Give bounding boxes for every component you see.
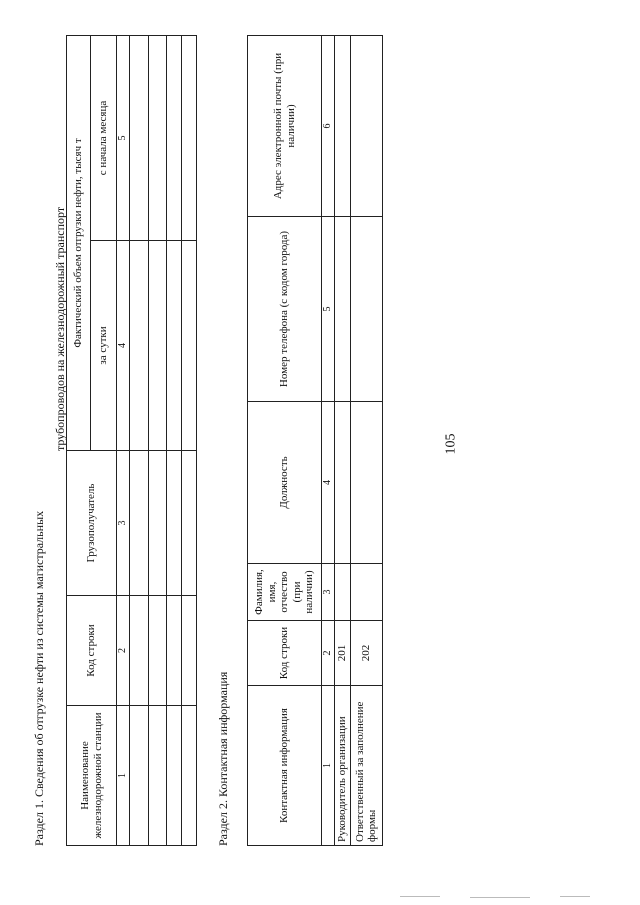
empty-cell: [181, 706, 196, 846]
section2-table: [247, 35, 383, 846]
col-number-5: 5: [322, 217, 335, 402]
section1-heading-line1: Раздел 1. Сведения об отгрузке нефти из системы магистральных: [32, 510, 46, 846]
scan-artifact: [400, 896, 440, 897]
empty-cell: [148, 451, 166, 596]
empty-cell: [148, 596, 166, 706]
page-number: 105: [443, 433, 459, 455]
empty-cell: [166, 706, 181, 846]
empty-cell: [166, 451, 181, 596]
row-code-201: 201: [335, 621, 351, 686]
empty-cell: [181, 35, 196, 240]
col-number-1: 1: [117, 706, 130, 846]
empty-cell: [129, 35, 148, 240]
empty-cell: [129, 451, 148, 596]
empty-cell: [181, 241, 196, 451]
empty-cell: [350, 564, 382, 621]
header-since-month: с начала месяца: [91, 35, 117, 240]
empty-cell: [335, 402, 351, 564]
empty-cell: [350, 36, 382, 217]
header-per-day: за сутки: [91, 241, 117, 451]
empty-cell: [129, 596, 148, 706]
section2-heading: Раздел 2. Контактная информация: [216, 671, 230, 846]
scan-artifact: [470, 897, 530, 898]
empty-cell: [181, 451, 196, 596]
empty-cell: [129, 706, 148, 846]
header-code: Код строки: [67, 596, 117, 706]
empty-cell: [166, 35, 181, 240]
table-row: [335, 36, 351, 846]
header-consignee: Грузополучатель: [67, 451, 117, 596]
empty-cell: [350, 402, 382, 564]
row-label-responsible: Ответственный за заполнение формы: [350, 686, 382, 846]
empty-cell: [148, 35, 166, 240]
col-number-4: 4: [117, 241, 130, 451]
empty-cell: [166, 241, 181, 451]
col-number-1: 1: [322, 686, 335, 846]
section1-heading: [32, 207, 68, 846]
col-number-5: 5: [117, 35, 130, 240]
table-row: [129, 35, 148, 845]
empty-cell: [350, 217, 382, 402]
empty-cell: [148, 241, 166, 451]
col-number-2: 2: [322, 621, 335, 686]
table-row: [166, 35, 181, 845]
col-number-3: 3: [322, 564, 335, 621]
table-row: [350, 36, 382, 846]
col-number-2: 2: [117, 596, 130, 706]
empty-cell: [335, 36, 351, 217]
row-label-head: Руководитель организации: [335, 686, 351, 846]
section1-heading-line2: трубопроводов на железнодорожный транспорт: [53, 206, 67, 451]
empty-cell: [148, 706, 166, 846]
section1-table: [66, 35, 197, 846]
header-code: Код строки: [248, 621, 322, 686]
col-number-4: 4: [322, 402, 335, 564]
empty-cell: [335, 217, 351, 402]
header-full-name: Фамилия, имя, отчество (при наличии): [248, 564, 322, 621]
scan-artifact: [560, 896, 590, 897]
empty-cell: [129, 241, 148, 451]
empty-cell: [181, 596, 196, 706]
empty-cell: [335, 564, 351, 621]
header-contact-info: Контактная информация: [248, 686, 322, 846]
col-number-3: 3: [117, 451, 130, 596]
header-station: Наименование железнодорожной станции: [67, 706, 117, 846]
header-email: Адрес электронной почты (при наличии): [248, 36, 322, 217]
empty-cell: [166, 596, 181, 706]
header-volume-group: Фактический объем отгрузки нефти, тысяч т: [67, 35, 91, 450]
header-position: Должность: [248, 402, 322, 564]
table-row: [181, 35, 196, 845]
col-number-6: 6: [322, 36, 335, 217]
table-row: [148, 35, 166, 845]
row-code-202: 202: [350, 621, 382, 686]
header-phone: Номер телефона (с кодом города): [248, 217, 322, 402]
